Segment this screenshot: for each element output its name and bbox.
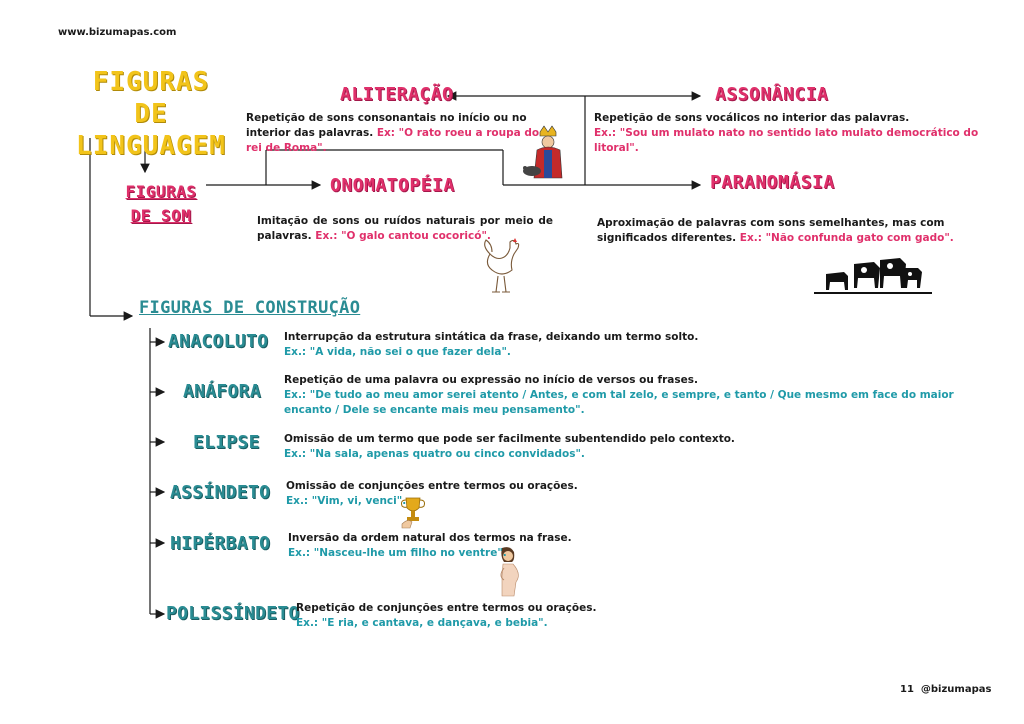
assindeto-example: Ex.: "Vim, vi, venci". bbox=[286, 495, 407, 507]
aliteracao-title: ALITERAÇÃO bbox=[340, 84, 454, 105]
onomatopeia-title: ONOMATOPÉIA bbox=[330, 175, 455, 196]
anafora-example: Ex.: "De tudo ao meu amor serei atento / Antes, e com tal zelo, e sempre, e tanto / Que mesmo em face do maior encanto / Dele se encante mais meu pensamento". bbox=[284, 389, 954, 416]
paranomasia-text: Aproximação de palavras com sons semelhantes, mas com significados diferentes. bbox=[597, 217, 945, 244]
assindeto-title: ASSÍNDETO bbox=[170, 482, 271, 503]
page-number: 11 bbox=[900, 684, 914, 695]
hiperbato-description bbox=[288, 531, 688, 561]
footer-handle: @bizumapas bbox=[920, 684, 992, 695]
onomatopeia-example: Ex.: "O galo cantou cocoricó". bbox=[315, 230, 491, 242]
hiperbato-example: Ex.: "Nasceu-lhe um filho no ventre". bbox=[288, 547, 507, 559]
anafora-description bbox=[284, 373, 984, 418]
king-rat-illustration bbox=[522, 122, 572, 180]
onomatopeia-text: Imitação de sons ou ruídos naturais por meio de palavras. bbox=[257, 215, 553, 242]
site-url[interactable]: www.bizumapas.com bbox=[58, 27, 177, 38]
som-heading-line-2: DE SOM bbox=[130, 206, 192, 225]
elipse-text: Omissão de um termo que pode ser facilmente subentendido pelo contexto. bbox=[284, 433, 735, 445]
anafora-text: Repetição de uma palavra ou expressão no início de versos ou frases. bbox=[284, 374, 698, 386]
assonancia-title: ASSONÂNCIA bbox=[715, 84, 829, 105]
title-line-1: FIGURAS DE bbox=[92, 67, 210, 129]
figuras-de-som-heading bbox=[118, 180, 204, 228]
hiperbato-title: HIPÉRBATO bbox=[170, 533, 271, 554]
anacoluto-title: ANACOLUTO bbox=[168, 331, 269, 352]
polissindeto-text: Repetição de conjunções entre termos ou orações. bbox=[296, 602, 597, 614]
polissindeto-title: POLISSÍNDETO bbox=[166, 603, 300, 624]
page-title bbox=[76, 66, 226, 162]
aliteracao-description bbox=[246, 111, 556, 156]
elipse-example: Ex.: "Na sala, apenas quatro ou cinco convidados". bbox=[284, 448, 585, 460]
polissindeto-example: Ex.: "E ria, e cantava, e dançava, e bebia". bbox=[296, 617, 548, 629]
polissindeto-description bbox=[296, 601, 696, 631]
cattle-silhouette bbox=[814, 250, 932, 296]
elipse-description bbox=[284, 432, 784, 462]
rooster-illustration bbox=[480, 236, 528, 296]
anafora-title: ANÁFORA bbox=[183, 381, 261, 402]
anacoluto-example: Ex.: "A vida, não sei o que fazer dela". bbox=[284, 346, 511, 358]
paranomasia-title: PARANOMÁSIA bbox=[710, 172, 835, 193]
assonancia-description bbox=[594, 111, 1004, 156]
paranomasia-example: Ex.: "Não confunda gato com gado". bbox=[739, 232, 954, 244]
aliteracao-text: Repetição de sons consonantais no início ou no interior das palavras. bbox=[246, 112, 527, 139]
elipse-title: ELIPSE bbox=[193, 432, 260, 453]
title-line-2: LINGUAGEM bbox=[76, 131, 226, 161]
assonancia-example: Ex.: "Sou um mulato nato no sentido lato mulato democrático do litoral". bbox=[594, 127, 979, 154]
assonancia-text: Repetição de sons vocálicos no interior das palavras. bbox=[594, 112, 910, 124]
som-heading-line-1: FIGURAS bbox=[125, 182, 197, 201]
assindeto-description bbox=[286, 479, 686, 509]
footer bbox=[900, 684, 991, 695]
figuras-de-construcao-heading: FIGURAS DE CONSTRUÇÃO bbox=[139, 298, 361, 318]
assindeto-text: Omissão de conjunções entre termos ou orações. bbox=[286, 480, 578, 492]
aliteracao-example: Ex: "O rato roeu a roupa do rei de Roma". bbox=[246, 127, 540, 154]
paranomasia-description bbox=[597, 216, 993, 246]
hiperbato-text: Inversão da ordem natural dos termos na frase. bbox=[288, 532, 572, 544]
anacoluto-text: Interrupção da estrutura sintática da frase, deixando um termo solto. bbox=[284, 331, 699, 343]
anacoluto-description bbox=[284, 330, 784, 360]
